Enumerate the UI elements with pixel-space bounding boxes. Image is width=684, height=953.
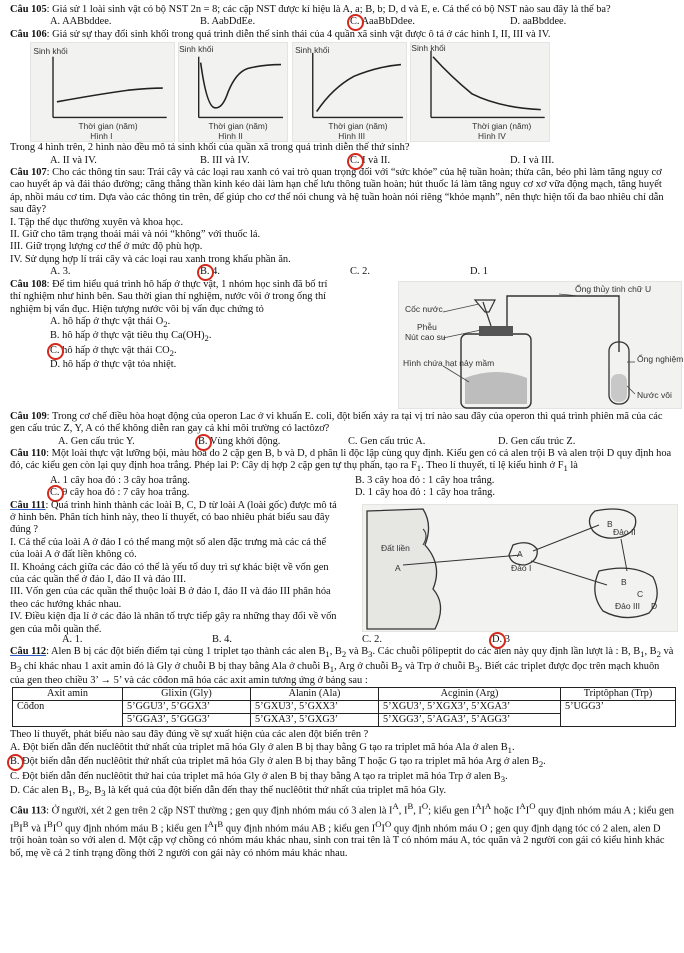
table-header: Glixin (Gly) (123, 688, 251, 701)
x-label: Thời gian (năm) (78, 121, 138, 132)
q107-statement-1: I. Tập thể dục thường xuyên và khoa học. (10, 216, 184, 228)
q112-option-a[interactable]: A. Đột biến dẫn đến nuclêôtit thứ nhất của triplet mã hóa Gly ở alen B bị thay bằng G tạo ra triplet mã hóa Ala ở alen $B_1$. (10, 741, 515, 755)
q111-option-d-circled[interactable]: D. 3 (492, 634, 642, 646)
q107-option-a[interactable]: A. 3. (50, 266, 71, 278)
question-label: Câu 112 (10, 646, 47, 658)
graph-hinh-1 (31, 43, 174, 141)
table-header: Acginin (Arg) (379, 688, 561, 701)
q112-option-b-circled[interactable]: B. Đột biến dẫn đến nuclêôtit thứ nhất của triplet mã hóa Gly ở alen B bị thay bằng T hoặc G tạo ra triplet mã hóa Arg ở alen $B_2$. (10, 756, 546, 770)
q110-option-d[interactable]: D. 1 cây hoa đỏ : 1 cây hoa trắng. (355, 487, 495, 499)
question-label: Câu 105 (10, 4, 47, 15)
label-species-d: D (651, 600, 658, 611)
question-label: Câu 109 (10, 410, 47, 422)
codon-table (12, 687, 676, 727)
table-header: Axit amin (13, 688, 123, 701)
label-species-a-island: A (517, 548, 523, 559)
q112-option-d[interactable]: D. Các alen $B_1$, $B_2$, $B_3$ là kết quả của đột biến dẫn đến thay thế nuclêôtit thứ nhất của triplet mã hóa Gly. (10, 785, 447, 799)
q109-options (10, 436, 676, 448)
label-coc-nuoc: Cốc nước (405, 303, 443, 314)
q108-option-d[interactable]: D. hô hấp ở thực vật tỏa nhiệt. (50, 359, 177, 371)
x-label: Thời gian (năm) (328, 121, 388, 132)
figure-caption: Hình II (218, 131, 243, 142)
question-text: : Trong cơ chế điều hòa hoạt động của operon Lac ở vi khuẩn E. coli, đột biến xảy ra tại vị trí nào sau đây của operon thì quá trình phiên mã của các gen cấu trúc Z, Y, A có thể không diễn ran gay cả khi môi trường có lactôzơ? (10, 410, 663, 435)
question-label: Câu 111 (10, 499, 46, 511)
q111-statement-4: IV. Điều kiện địa lí ở các đảo là nhân tố trực tiếp gây ra những thay đổi về vốn gen của mỗi quần thể. (10, 611, 337, 635)
table-header: Alanin (Ala) (251, 688, 379, 701)
y-label: Sinh khối (179, 44, 214, 55)
table-cell: 5’GGU3’, 5’GGX3’ (123, 701, 251, 714)
q112-question: Theo lí thuyết, phát biểu nào sau đây đúng về sự xuất hiện của các alen đột biến trên ? (10, 729, 369, 741)
question-label: Câu 108 (10, 278, 47, 290)
table-cell: 5’XGU3’, 5’XGX3’, 5’XGA3’ (379, 701, 561, 714)
label-ong-nghiem: Ống nghiệm (637, 353, 683, 364)
label-island-1: Đảo I (511, 562, 532, 573)
graph-hinh-3 (293, 43, 406, 141)
label-island-3: Đảo III (615, 600, 641, 611)
q110-option-c-circled[interactable]: C. 9 cây hoa đỏ : 7 cây hoa trắng. (50, 487, 355, 499)
label-species-b: B (607, 518, 613, 529)
q106-options (10, 155, 676, 167)
label-nut-cao-su: Nút cao su (405, 331, 446, 342)
respiration-experiment-figure (398, 281, 682, 409)
question-label: Câu 106 (10, 28, 47, 40)
q105-options (10, 16, 676, 28)
y-label: Sinh khối (33, 45, 68, 56)
question-109 (10, 411, 676, 436)
question-112: Câu 112: Alen B bị các đột biến điểm tại cùng 1 triplet tạo thành các alen $B_1$, $B_2$ và $B_3$. Các chuỗi pôlipeptit do các alen này quy định lần lượt là : B, $B_1$, $B_2$ và $B_3$ chỉ khác nhau 1 axit amin đó là Gly ở chuỗi B bị thay bằng Ala ở chuỗi $B_1$, Arg ở chuỗi $B_2$ và Trp ở chuỗi $B_3$. Biết các triplet được đọc trên mạch khuôn của gen theo chiều 3’ → 5’ và các côđon mã hóa các axit amin tương ứng ở bảng sau : (10, 646, 674, 686)
q106-option-b[interactable]: B. III và IV. (200, 154, 250, 166)
q106-option-c-circled[interactable]: C. I và II. (350, 155, 510, 167)
table-row (13, 701, 676, 714)
q105-option-a[interactable]: A. AABbddee. (50, 16, 112, 28)
q107-option-c[interactable]: C. 2. (350, 266, 370, 278)
table-cell: 5’GXU3’, 5’GXX3’ (251, 701, 379, 714)
label-nuoc-voi: Nước vôi (637, 389, 672, 400)
table-row-label: Côđon (13, 701, 123, 727)
q110-option-a[interactable]: A. 1 cây hoa đỏ : 3 cây hoa trắng. (50, 474, 190, 486)
q111-option-a[interactable]: A. 1. (62, 633, 83, 645)
q110-option-b[interactable]: B. 3 cây hoa đỏ : 1 cây hoa trắng. (355, 474, 495, 486)
q109-option-b-circled[interactable]: B. Vùng khởi động. (198, 436, 348, 448)
q107-option-b-circled[interactable]: B. 4. (200, 266, 350, 278)
question-110: Câu 110: Một loài thực vật lưỡng bội, màu hoa do 2 cặp gen B, b và D, d phân li độc lập cùng quy định. Kiểu gen có cả alen trội B và alen trội D quy định hoa đỏ, các kiểu gen còn lại quy định hoa trắng. Phép lai P: Cây dị hợp 2 cặp gen tự thụ phấn, tạo ra $F_1$. Theo lí thuyết, tỉ lệ kiểu hình ở $F_1$ là (10, 447, 672, 474)
q111-option-c[interactable]: C. 2. (362, 633, 382, 645)
q111-statement-1: I. Cá thể của loài A ở đảo I có thể mang một số alen đặc trưng mà các cá thể của loài A ở đất liền không có. (10, 536, 327, 561)
y-label: Sinh khối (295, 45, 330, 56)
label-species-c: C (637, 588, 644, 599)
figure-hinh-2 (178, 42, 288, 142)
figure-caption: Hình IV (478, 131, 506, 142)
q105-option-b[interactable]: B. AabDdEe. (200, 16, 256, 28)
q105-option-c-circled[interactable]: C. AaaBbDdee. (350, 16, 510, 28)
question-107 (10, 167, 676, 217)
figure-caption: Hình III (338, 131, 366, 142)
x-label: Thời gian (năm) (208, 121, 268, 132)
q111-statement-2: II. Khoảng cách giữa các đảo có thể là yếu tố duy trì sự khác biệt về vốn gen của các quần thể ở đảo I, đảo II và đảo III. (10, 561, 329, 586)
graph-hinh-4 (411, 43, 549, 141)
question-111-block (10, 500, 676, 640)
question-108 (10, 279, 340, 372)
q106-option-a[interactable]: A. II và IV. (50, 154, 97, 166)
q110-options-row-2 (10, 487, 676, 499)
table-cell: 5’UGG3’ (561, 701, 676, 727)
q110-options-row-1 (10, 475, 676, 487)
q107-statement-2: II. Giữ cho tâm trạng thoải mái và nói “không” với thuốc lá. (10, 229, 261, 241)
question-108-block (10, 278, 683, 407)
q111-statement-3: III. Vốn gen của các quần thể thuộc loài B ở đảo I, đảo II và đảo III phân hóa theo các hướng khác nhau. (10, 586, 331, 610)
q107-statement-3: III. Giữ trọng lượng cơ thể ở mức độ phù hợp. (10, 241, 203, 253)
q109-option-c[interactable]: C. Gen cấu trúc A. (348, 435, 426, 447)
q106-question: Trong 4 hình trên, 2 hình nào đều mô tả sinh khối của quần xã trong quá trình diễn thế thứ sinh? (10, 142, 410, 154)
question-label: Câu 107 (10, 167, 47, 179)
table-cell: 5’GGA3’, 5’GGG3’ (123, 714, 251, 727)
y-label: Sinh khối (411, 43, 446, 54)
q107-option-d[interactable]: D. 1 (470, 266, 488, 278)
figure-hinh-1 (30, 42, 175, 142)
biomass-figures (10, 42, 676, 142)
question-text: : Một loài thực vật lưỡng bội, màu hoa do 2 cặp gen B, b và D, d phân li độc lập cùng quy định. Kiểu gen có cả alen trội B và alen trội D quy định hoa đỏ, các kiểu gen còn lại quy định hoa trắng. Phép lai P: Cây dị hợp 2 cặp gen tự thụ phấn, tạo ra F (10, 447, 672, 472)
label-hinh-chua-hat: Hình chứa hạt nảy mầm (403, 357, 495, 368)
q108-option-a[interactable]: A. hô hấp ở thực vật thải $O_2$. (50, 315, 171, 329)
graph-hinh-2 (179, 43, 287, 141)
question-113: Câu 113: Ở người, xét 2 gen trên 2 cặp NST thường ; gen quy định nhóm máu có 3 alen là $I^A$, $I^B$, $I^O$; kiểu gen $I^AI^A$ hoặc $I^AI^O$ quy định nhóm máu A ; kiểu gen $I^BI^B$ và $I^BI^O$ quy định nhóm máu B ; kiểu gen $I^AI^B$ quy định nhóm máu AB ; kiểu gen $I^OI^O$ quy định nhóm máu O ; gen quy định dạng tóc có 2 alen, alen D trội hoàn toàn so với alen d. Một cặp vợ chồng có nhóm máu khác nhau, sinh con trai tên là T có nhóm máu A, tóc quăn và 2 người con gái có kiểu hình khác bố, mẹ về cả 2 tính trạng đồng thời 2 người con gái này có nhóm máu khác nhau. (10, 800, 675, 859)
label-species-b-3: B (621, 576, 627, 587)
table-header: Triptôphan (Trp) (561, 688, 676, 701)
table-cell: 5’XGG3’, 5’AGA3’, 5’AGG3’ (379, 714, 561, 727)
q105-option-d[interactable]: D. aaBbddee. (510, 16, 567, 28)
q112-option-c[interactable]: C. Đột biến dẫn đến nuclêôtit thứ hai của triplet mã hóa Gly ở alen B bị thay bằng A tạo ra triplet mã hóa Trp ở alen $B_3$. (10, 770, 508, 784)
question-111 (10, 500, 340, 636)
table-header-row (13, 688, 676, 701)
question-label: Câu 110 (10, 447, 47, 459)
experiment-diagram (399, 282, 683, 410)
label-ong-thuy-tinh: Ống thủy tinh chữ U (575, 283, 652, 294)
question-text: : Để tìm hiểu quá trình hô hấp ở thực vật, 1 nhóm học sinh đã bố trí thí nghiệm như hình bên. Sau thời gian thí nghiệm, nước vôi ở trong ống thí nghiệm bị vẩn đục. Hiện tượng nước vôi bị vẩn đục chứng tỏ (10, 278, 328, 315)
question-label: Câu 113 (10, 805, 47, 817)
q107-statement-4: IV. Sử dụng hợp lí trái cây và các loại rau xanh trong khẩu phần ăn. (10, 253, 291, 265)
question-text: : Cho các thông tin sau: Trái cây và các loại rau xanh có vai trò quan trọng đối với “sức khỏe” của hệ tuần hoàn; thừa cân, béo phì làm tăng nguy cơ cao huyết áp và đái tháo đường; căng thẳng thần kinh kéo dài làm hạn chế lưu thông tuần hoàn; hút thuốc lá làm tăng nguy cơ xơ vữa động mạch, tăng huyết áp, nhồi máu cơ tim. Dựa vào các thông tin trên, để giúp cho cơ thể nói chung và hệ tuần hoàn nói riêng “khỏe mạnh”, nên thực hiện tối đa bao nhiêu chỉ dẫn sau đây? (10, 167, 664, 216)
q109-option-d[interactable]: D. Gen cấu trúc Z. (498, 435, 576, 447)
x-label: Thời gian (năm) (472, 121, 532, 132)
figure-hinh-4 (410, 42, 550, 142)
figure-hinh-3 (292, 42, 407, 142)
label-island-2: Đảo II (613, 526, 636, 537)
label-mainland: Đất liền (381, 542, 410, 553)
question-106 (10, 29, 676, 41)
table-cell: 5’GXA3’, 5’GXG3’ (251, 714, 379, 727)
q107-options (10, 266, 676, 278)
q108-option-b[interactable]: B. hô hấp ở thực vật tiêu thụ $Ca(OH)_2$. (50, 330, 212, 344)
question-105 (10, 4, 676, 16)
q109-option-a[interactable]: A. Gen cấu trúc Y. (58, 435, 135, 447)
q111-option-b[interactable]: B. 4. (212, 633, 232, 645)
label-pheu: Phễu (417, 321, 437, 332)
q108-option-c-circled[interactable]: C. hô hấp ở thực vật thải $CO_2$. (50, 344, 177, 358)
island-map (363, 505, 679, 633)
q106-option-d[interactable]: D. I và III. (510, 154, 555, 166)
speciation-map-figure (362, 504, 678, 632)
figure-caption: Hình I (90, 131, 113, 142)
label-species-a: A (395, 562, 401, 573)
question-text: : Giả sử sự thay đổi sinh khối trong quá trình diễn thế sinh thái của 4 quần xã sinh vật được ô tả ở các hình I, II, III và IV. (46, 28, 551, 40)
question-text: : Giả sử 1 loài sinh vật có bộ NST 2n = 8; các cặp NST được kí hiệu là A, a; B, b; D, d và E, e. Cá thể có bộ NST nào sau đây là thể ba? (46, 4, 611, 15)
question-text: : Quá trình hình thành các loài B, C, D từ loài A (loài gốc) được mô tả ở hình bên. Phân tích hình này, theo lí thuyết, có bao nhiêu phát biểu sau đây đúng ? (10, 499, 337, 536)
